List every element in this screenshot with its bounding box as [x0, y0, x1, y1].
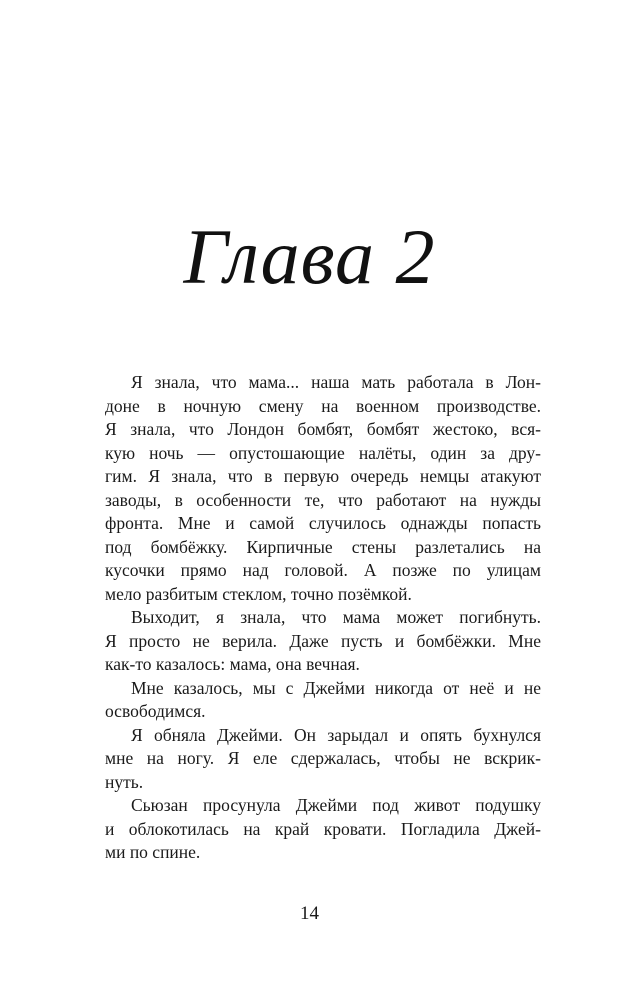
text-line: Выходит, я знала, что мама может погибнуть. — [131, 607, 541, 627]
text-line: заводы, в особенности те, что работают на нужды — [105, 489, 541, 510]
chapter-title: Глава 2 — [183, 213, 436, 300]
text-line: Я знала, что мама... наша мать работала в Лон- — [131, 372, 541, 392]
text-line: Сьюзан просунула Джейми под живот подушку — [131, 795, 541, 815]
text-line: Я знала, что Лондон бомбят, бомбят жестоко, вся- — [105, 419, 541, 439]
text-line: под бомбёжку. Кирпичные стены разлетались на — [105, 536, 541, 557]
text-line: мело разбитым стеклом, точно позёмкой. — [105, 583, 412, 604]
text-line: кусочки прямо над головой. А позже по улицам — [105, 560, 541, 580]
text-line: как-то казалось: мама, она вечная. — [105, 654, 360, 674]
text-line: Я обняла Джейми. Он зарыдал и опять бухнулся — [131, 724, 541, 745]
text-line: доне в ночную смену на военном производстве. — [105, 395, 541, 416]
page-number: 14 — [300, 903, 319, 924]
text-line: нуть. — [105, 771, 144, 792]
body-text — [105, 371, 541, 865]
text-line: Я просто не верила. Даже пусть и бомбёжки. Мне — [105, 630, 541, 651]
text-line: мне на ногу. Я еле сдержалась, чтобы не вскрик- — [105, 748, 541, 768]
text-line: фронта. Мне и самой случилось однажды попасть — [105, 513, 541, 533]
text-line: и облокотилась на край кровати. Погладила Джей- — [105, 818, 541, 839]
text-line: кую ночь — опустошающие налёты, один за дру- — [105, 442, 541, 463]
text-line: гим. Я знала, что в первую очередь немцы атакуют — [105, 466, 541, 486]
text-line: ми по спине. — [105, 842, 201, 862]
text-line: Мне казалось, мы с Джейми никогда от неё и не — [131, 677, 541, 698]
text-line: освободимся. — [105, 701, 206, 721]
